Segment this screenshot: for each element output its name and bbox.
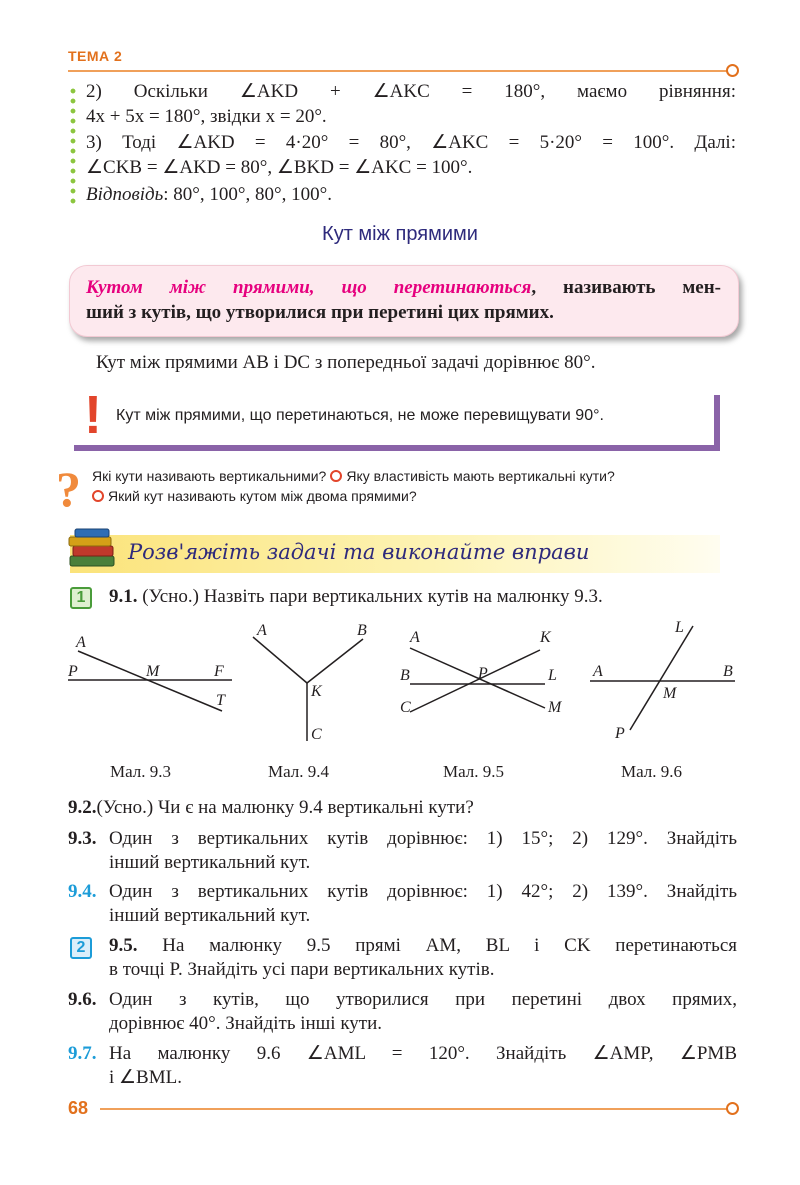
example-text: Кут між прямими AB і DC з попередньої задачі дорівнює 80°. xyxy=(96,352,596,373)
task-9-5-text: На малюнку 9.5 прямі AM, BL і CK перетинаються xyxy=(137,935,737,956)
definition-text-1: , називають мен- xyxy=(531,277,722,298)
label-p: P xyxy=(68,663,78,680)
task-number-9-7: 9.7. xyxy=(68,1043,97,1064)
ring-icon xyxy=(330,470,342,482)
label-c: C xyxy=(311,726,322,743)
caption-9-6: Мал. 9.6 xyxy=(621,762,683,781)
section-title: Кут між прямими xyxy=(322,223,478,245)
task-text: Чи є на малюнку 9.4 вертикальні кути? xyxy=(153,797,474,818)
solution-answer xyxy=(86,183,736,207)
line-lp xyxy=(630,626,693,730)
label-a: A xyxy=(593,663,603,680)
caption-9-5: Мал. 9.5 xyxy=(443,762,505,781)
questions-line-2 xyxy=(92,488,417,504)
definition-text-2: ший з кутів, що утворилися при перетині цих прямих. xyxy=(86,302,554,323)
level-1-badge: 1 xyxy=(70,587,92,609)
answer-value: : 80°, 100°, 80°, 100°. xyxy=(163,184,332,205)
label-m: M xyxy=(548,699,562,716)
exclamation-icon: ! xyxy=(84,385,102,445)
figure-9-3 xyxy=(60,625,240,725)
task-number-9-5: 9.5. xyxy=(109,935,138,956)
line-at xyxy=(78,651,222,711)
label-p: P xyxy=(615,725,625,742)
solution-line-1: 2) Оскільки ∠AKD + ∠AKC = 180°, маємо рівняння: xyxy=(86,81,736,102)
task-9-4-line-2: інший вертикальний кут. xyxy=(109,905,311,926)
task-9-6-line-1: Один з кутів, що утворилися при перетині двох прямих, xyxy=(109,989,737,1010)
task-9-3-line-1: Один з вертикальних кутів дорівнює: 1) 15°; 2) 129°. Знайдіть xyxy=(109,828,737,849)
solution-dots xyxy=(70,86,76,206)
task-number-9-4: 9.4. xyxy=(68,881,97,902)
caption-9-3: Мал. 9.3 xyxy=(110,762,172,781)
books-icon xyxy=(66,526,118,572)
label-l: L xyxy=(548,667,557,684)
task-9-3-line-2: інший вертикальний кут. xyxy=(109,852,311,873)
solution-line-4: ∠CKB = ∠AKD = 80°, ∠BKD = ∠AKC = 100°. xyxy=(86,157,473,178)
task-9-7-line-2: і ∠BML. xyxy=(109,1067,182,1088)
header-ring-icon xyxy=(726,64,739,77)
level-2-badge: 2 xyxy=(70,937,92,959)
question-mark-icon: ? xyxy=(56,461,81,517)
label-a: A xyxy=(76,634,86,651)
ray-ka xyxy=(253,637,307,683)
solution-line-3: 3) Тоді ∠AKD = 4·20° = 80°, ∠AKC = 5·20° = 100°. Далі: xyxy=(86,132,736,153)
answer-label: Відповідь xyxy=(86,184,164,205)
note-text: Кут між прямими, що перетинаються, не може перевищувати 90°. xyxy=(116,407,604,424)
label-m: M xyxy=(146,663,160,680)
label-l: L xyxy=(675,619,684,636)
figure-9-4 xyxy=(245,615,385,745)
task-text: Назвіть пари вертикальних кутів на малюнку 9.3. xyxy=(198,586,603,607)
question-1: Які кути називають вертикальними? xyxy=(92,468,327,484)
label-b: B xyxy=(723,663,733,680)
page-number: 68 xyxy=(68,1098,89,1118)
task-number-9-6: 9.6. xyxy=(68,989,97,1010)
task-number: 9.2. xyxy=(68,797,97,818)
figure-9-6 xyxy=(585,612,745,747)
theme-label: ТЕМА 2 xyxy=(68,48,123,64)
label-b: B xyxy=(400,667,410,684)
task-9-5-line-1 xyxy=(109,934,737,958)
solution-line-2: 4x + 5x = 180°, звідки x = 20°. xyxy=(86,106,327,127)
task-9-4-line-1: Один з вертикальних кутів дорівнює: 1) 42°; 2) 139°. Знайдіть xyxy=(109,881,737,902)
label-c: C xyxy=(400,699,411,716)
footer-rule xyxy=(100,1108,728,1110)
ray-kb xyxy=(307,639,363,683)
task-9-6-line-2: дорівнює 40°. Знайдіть інші кути. xyxy=(109,1013,383,1034)
task-9-7-line-1: На малюнку 9.6 ∠AML = 120°. Знайдіть ∠AMP, ∠PMB xyxy=(109,1043,737,1064)
task-9-5-line-2: в точці P. Знайдіть усі пари вертикальних кутів. xyxy=(109,959,495,980)
line-ck xyxy=(410,650,540,712)
label-p: P xyxy=(478,665,488,682)
label-t: T xyxy=(216,692,225,709)
caption-9-4: Мал. 9.4 xyxy=(268,762,330,781)
ring-icon xyxy=(92,490,104,502)
task-number: 9.1. xyxy=(109,586,138,607)
label-f: F xyxy=(214,663,224,680)
oral-mark: (Усно.) xyxy=(96,797,154,818)
task-9-1 xyxy=(109,585,603,609)
question-3: Який кут називають кутом між двома прямими? xyxy=(108,488,417,504)
label-m: M xyxy=(663,685,677,702)
questions-line-1 xyxy=(92,468,615,484)
label-a: A xyxy=(257,622,267,639)
definition-term: Кутом між прямими, що перетинаються xyxy=(86,277,532,298)
question-2: Яку властивість мають вертикальні кути? xyxy=(346,468,615,484)
figure-9-5 xyxy=(390,620,590,730)
banner-title: Розв'яжіть задачі та виконайте вправи xyxy=(128,540,590,564)
label-k: K xyxy=(311,683,322,700)
label-b: B xyxy=(357,622,367,639)
definition-text xyxy=(86,275,721,325)
task-number-9-3: 9.3. xyxy=(68,828,97,849)
oral-mark: (Усно.) xyxy=(142,586,199,607)
header-rule xyxy=(68,70,728,72)
footer-ring-icon xyxy=(726,1102,739,1115)
label-a: A xyxy=(410,629,420,646)
task-9-2 xyxy=(68,796,474,820)
label-k: K xyxy=(540,629,551,646)
